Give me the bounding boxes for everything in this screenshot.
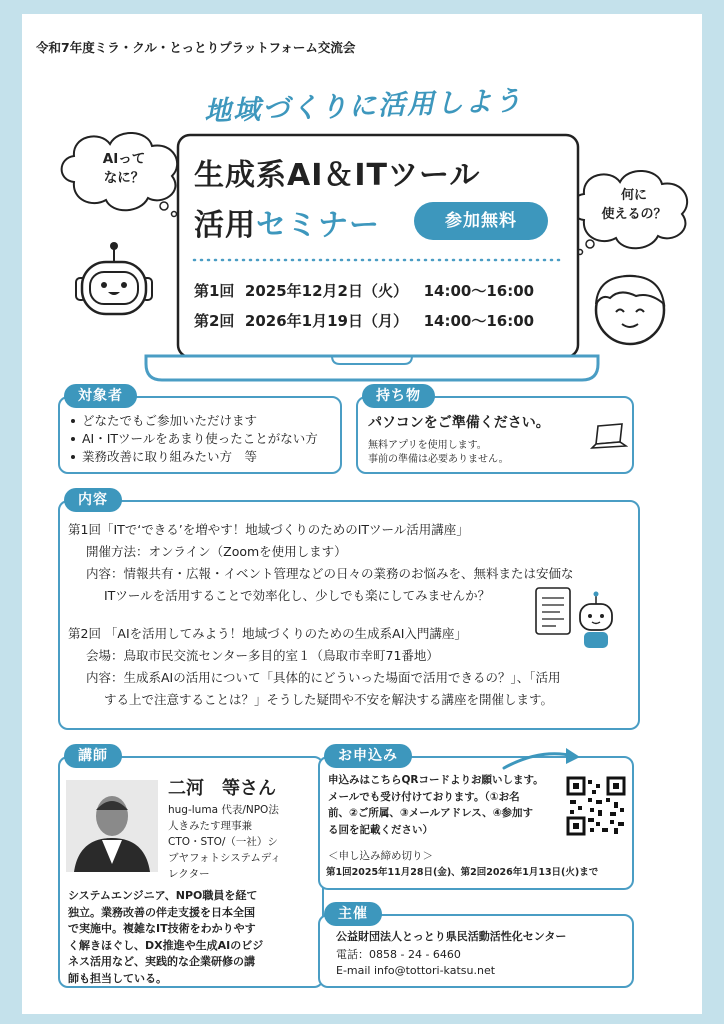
schedule-row-1: 第1回 2025年12月2日（火） 14:00〜16:00	[194, 282, 535, 300]
bring-note-2: 事前の準備は必要ありません。	[368, 454, 509, 465]
deadline-label: ＜申し込み締め切り＞	[328, 850, 433, 862]
lecturer-photo	[66, 780, 158, 872]
thought-bubble-left-text: AIって なに？	[102, 151, 146, 186]
session1-desc-line2: ITツールを活用することで効率化し、少しでも楽にしてみませんか？	[104, 588, 491, 603]
session1-desc-line1: 内容：情報共有・広報・イベント管理などの日々の業務のお悩みを、無料または安価な	[86, 566, 574, 581]
bring-note-1: 無料アプリを使用します。	[368, 440, 487, 451]
lecturer-heading: 講師	[64, 744, 122, 768]
items-to-bring-heading: 持ち物	[362, 384, 435, 408]
content-box	[58, 500, 640, 730]
session1-method: 開催方法：オンライン（Zoomを使用します）	[86, 544, 347, 559]
organizer-phone: 電話：0858 - 24 - 6460	[336, 948, 461, 961]
event-series-label: 令和7年度ミラ・クル・とっとりプラットフォーム交流会	[36, 40, 356, 55]
thought-bubble-right-text: 何に 使えるの？	[601, 188, 667, 222]
free-admission-badge: 参加無料	[414, 202, 548, 240]
seminar-title-line2: 活用セミナー	[194, 208, 380, 243]
arrow-icon	[500, 740, 590, 774]
session1-title: 第1回「ITで‘できる’を増やす！地域づくりのためのITツール活用講座」	[68, 522, 469, 537]
laptop-icon	[590, 422, 628, 454]
application-instructions: 申込みはこちらQRコードよりお願いします。 メールでも受け付けております。（①お名 前、②ご所属、③メールアドレス、④参加す る回を記載ください）	[328, 774, 544, 836]
target-audience-list	[68, 412, 318, 466]
application-deadline: 第1回2025年11月28日(金)、第2回2026年1月13日(火)まで	[326, 867, 599, 878]
target-audience-heading: 対象者	[64, 384, 137, 408]
schedule-row-2: 第2回 2026年1月19日（月） 14:00〜16:00	[194, 312, 535, 330]
content-heading: 内容	[64, 488, 122, 512]
list-item: AI・ITツールをあまり使ったことがない方	[68, 430, 318, 448]
seminar-title-line1: 生成系AI＆ITツール	[194, 158, 481, 193]
session2-title: 第2回 「AIを活用してみよう！地域づくりのための生成系AI入門講座」	[68, 626, 467, 641]
list-item: 業務改善に取り組みたい方 等	[68, 448, 318, 466]
application-box	[318, 756, 634, 890]
lecturer-name: 二河 等さん	[168, 778, 276, 799]
bring-main-text: パソコンをご準備ください。	[368, 415, 550, 431]
organizer-name: 公益財団法人とっとり県民活動活性化センター	[336, 930, 567, 943]
robot-document-icon	[530, 584, 622, 654]
lecturer-bio: システムエンジニア、NPO職員を経て 独立。業務改善の伴走支援を日本全国 で実施中。複雑なIT技術をわかりやす く解きほぐし、DX推進や生成AIのビジ ネス活用など、実践的な企業研修の講 師も担当している。	[68, 889, 264, 985]
application-heading: お申込み	[324, 744, 412, 768]
qr-code-icon[interactable]	[566, 776, 626, 836]
catch-phrase: 地域づくりに活用しよう	[203, 85, 524, 128]
session2-desc-line2: する上で注意することは？」そうした疑問や不安を解決する講座を開催します。	[104, 692, 554, 707]
session2-venue: 会場：鳥取市民交流センター多目的室１（鳥取市幸町71番地）	[86, 648, 439, 663]
organizer-heading: 主催	[324, 902, 382, 926]
organizer-email[interactable]: E-mail info@tottori-katsu.net	[336, 964, 496, 977]
list-item: どなたでもご参加いただけます	[68, 412, 318, 430]
lecturer-box	[58, 756, 324, 988]
lecturer-affiliation: hug-luma 代表/NPO法 人きみたす理事兼 CTO・STO/（一社）シ ブヤフォトシステムディ レクター	[168, 804, 281, 880]
flyer-sheet	[22, 14, 702, 1014]
session2-desc-line1: 内容：生成系AIの活用について「具体的にどういった場面で活用できるの？」、「活用	[86, 670, 561, 685]
